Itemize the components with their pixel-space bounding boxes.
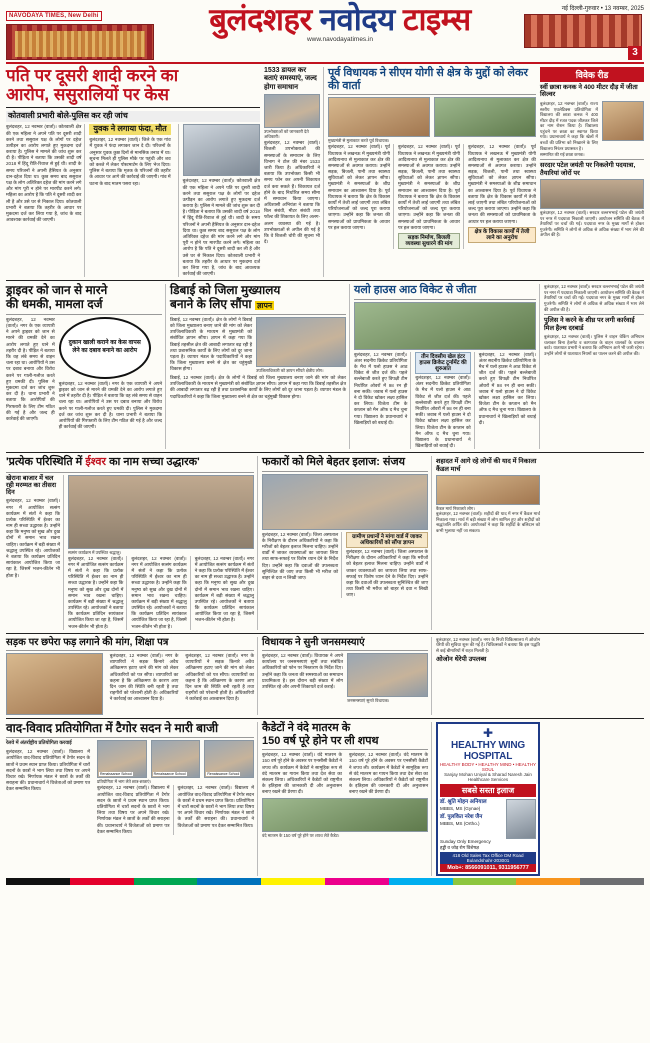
mla-caption: जनसमस्याएं सुनते विधायक। bbox=[347, 698, 390, 704]
lead-col-2 bbox=[89, 124, 170, 277]
website-url: www.navodayatimes.in bbox=[306, 36, 374, 43]
debate-caption: प्रतियोगिता में भाग लेते छात्र-छात्राएं। bbox=[97, 779, 152, 785]
masthead-left bbox=[6, 4, 156, 60]
heritage-artwork-right bbox=[524, 14, 642, 48]
rail-item-1-body-cont: बुलंदशहर, 12 नवम्बर (वार्ता)। सरदार वल्लभभाई पटेल की जयंती पर नगर में पदयात्रा निकाली जाएगी। आयोजन समिति की बैठक में तैयारियों पर चर्चा की गई। पदयात्रा नगर के मुख्य मार्गों से होकर गुजरेगी। समिति ने लोगों से अधिक से अधिक संख्या में भाग लेने की अपील की है। bbox=[544, 284, 644, 312]
lead-col-1: बुलंदशहर, 12 नवम्बर (वार्ता)। कोतवाली क्षेत्र की एक महिला ने अपने पति पर दूसरी शादी करने तथा ससुराल पक्ष के लोगों पर दहेज उत्पीड़न का आरोप लगाते हुए मुकदमा दर्ज कराया है। पुलिस ने मामले की जांच शुरू कर दी है। पीड़िता ने बताया कि उसकी शादी वर्ष 2018 में हिंदू रीति-रिवाज से हुई थी। शादी के समय परिजनों ने अपनी हैसियत के अनुसार दान-दहेज दिया था। कुछ समय बाद ससुराल पक्ष के लोग अतिरिक्त दहेज की मांग करने लगे और मांग पूरी न होने पर मारपीट करने लगे। महिला का आरोप है कि पति ने दूसरी शादी कर ली है और उसे घर से निकाल दिया। कोतवाली प्रभारी ने बताया कि तहरीर के आधार पर मुकदमा दर्ज कर लिया गया है, जांच के बाद आवश्यक कार्रवाई की जाएगी। bbox=[6, 124, 85, 277]
rail-item-1-photo bbox=[540, 179, 644, 209]
ishwar-photo bbox=[68, 475, 254, 549]
dibai-story bbox=[170, 284, 350, 449]
cricket-headline: यलो हाउस आठ विकेट से जीता bbox=[354, 284, 477, 297]
rail-item-3-headline: शहादत में आगे रहे लोगों की याद में निकाला कैंडल मार्च bbox=[436, 458, 537, 473]
school-label-3: Renaissance School bbox=[207, 772, 240, 777]
cm-caption: मुख्यमंत्री से मुलाकात करते पूर्व विधायक। bbox=[328, 138, 390, 144]
lead-headline-line2: आरोप, ससुरालियों पर केस bbox=[6, 84, 169, 104]
dial-story bbox=[264, 67, 324, 277]
cricket-photo bbox=[354, 302, 536, 350]
page-number-badge: 3 bbox=[628, 46, 642, 60]
mla-story bbox=[262, 637, 432, 715]
ishwar-headline-mid: ईश्वर bbox=[85, 456, 107, 469]
rail-item-2-body: बुलंदशहर, 12 नवम्बर (वार्ता)। पुलिस ने वाहन चेकिंग अभियान चलाकर बिना हेलमेट व कागजात के वाहन चालकों के चालान काटे। यातायात प्रभारी ने बताया कि अभियान आगे भी जारी रहेगा। उन्होंने लोगों से यातायात नियमों का पालन करने की अपील की। bbox=[544, 334, 644, 356]
mla-headline: विधायक ने सुनी जनसमस्याएं bbox=[262, 636, 365, 648]
driver-col-2: बुलंदशहर, 12 नवम्बर (वार्ता)। नगर के एक व्यापारी ने अपने ड्राइवर को जान से मारने की धमकी देने का आरोप लगाते हुए थाने में तहरीर दी है। पीड़ित ने बताया कि वह लंबे समय से वाहन चला रहा था। आरोपियों ने उस पर दबाव बनाया और विरोध करने पर गाली-गलौज करते हुए धमकी दी। पुलिस ने मुकदमा दर्ज कर जांच शुरू कर दी है। थाना प्रभारी ने बताया कि आरोपियों की गिरफ्तारी के लिए टीम गठित की गई है और जल्द ही कार्रवाई की जाएगी। bbox=[58, 380, 162, 430]
title-part-times: टाइम्स bbox=[402, 2, 471, 37]
rail-item-2-headline: पुलिस ने करने के शीघ्र पर लगी कार्रवाई मिल हैल्थ दरबार्ड bbox=[544, 317, 635, 332]
lead-story bbox=[6, 67, 260, 277]
third-zone bbox=[6, 456, 644, 629]
cm-col-1: बुलंदशहर, 12 नवम्बर (वार्ता)। पूर्व विधायक ने लखनऊ में मुख्यमंत्री योगी आदित्यनाथ से मुलाकात कर क्षेत्र की समस्याओं से अवगत कराया। उन्होंने सड़क, बिजली, पानी तथा स्वास्थ्य सुविधाओं को लेकर ज्ञापन सौंपा। मुख्यमंत्री ने समस्याओं के शीघ्र समाधान का आश्वासन दिया है। पूर्व विधायक ने बताया कि क्षेत्र के विकास कार्यों में तेजी लाई जाएगी तथा लंबित परियोजनाओं को जल्द पूरा कराया जाएगा। उन्होंने कहा कि जनता की समस्याओं को प्राथमिकता के आधार पर हल कराया जाएगा। bbox=[328, 144, 394, 249]
dibai-headline-line2: बनाने के लिए सौंपा bbox=[170, 297, 252, 312]
lead-col3-body: बुलंदशहर, 12 नवम्बर (वार्ता)। कोतवाली क्षेत्र की एक महिला ने अपने पति पर दूसरी शादी करने तथा ससुराल पक्ष के लोगों पर दहेज उत्पीड़न का आरोप लगाते हुए मुकदमा दर्ज कराया है। पुलिस ने मामले की जांच शुरू कर दी है। पीड़िता ने बताया कि उसकी शादी वर्ष 2018 में हिंदू रीति-रिवाज से हुई थी। शादी के समय परिजनों ने अपनी हैसियत के अनुसार दान-दहेज दिया था। कुछ समय बाद ससुराल पक्ष के लोग अतिरिक्त दहेज की मांग करने लगे और मांग पूरी न होने पर मारपीट करने लगे। महिला का आरोप है कि पति ने दूसरी शादी कर ली है और उसे घर से निकाल दिया। कोतवाली प्रभारी ने बताया कि तहरीर के आधार पर मुकदमा दर्ज कर लिया गया है, जांच के बाद आवश्यक कार्रवाई की जाएगी। bbox=[182, 178, 260, 277]
masthead-center bbox=[160, 4, 520, 43]
cm-col-3 bbox=[468, 144, 536, 249]
ad-emergency: Sunday Only Emergency bbox=[440, 839, 491, 845]
ad-tagline: HEALTHY BODY • HEALTHY MIND • HEALTHY SOUL bbox=[440, 762, 536, 773]
ad-doctor-1-deg: MBBS, MS (Ortho.) bbox=[440, 820, 480, 826]
driver-col-1: बुलंदशहर, 12 नवम्बर (वार्ता)। नगर के एक व्यापारी ने अपने ड्राइवर को जान से मारने की धमकी देने का आरोप लगाते हुए थाने में तहरीर दी है। पीड़ित ने बताया कि वह लंबे समय से वाहन चला रहा था। आरोपियों ने उस पर दबाव बनाया और विरोध करने पर गाली-गलौज करते हुए धमकी दी। पुलिस ने मुकदमा दर्ज कर जांच शुरू कर दी है। थाना प्रभारी ने बताया कि आरोपियों की गिरफ्तारी के लिए टीम गठित की गई है और जल्द ही कार्रवाई की जाएगी। bbox=[6, 316, 55, 421]
right-rail bbox=[540, 67, 644, 277]
ad-services: हड्डी व जोड़ रोग विशेषज्ञ bbox=[440, 844, 479, 850]
ishwar-caption: सत्संग कार्यक्रम में उपस्थित श्रद्धालु। bbox=[68, 549, 122, 555]
cricket-col-2: बुलंदशहर, 12 नवम्बर (वार्ता)। अंतर सदनीय क्रिकेट प्रतियोगिता के मैच में यलो हाउस ने आठ विकेट से जीत दर्ज की। पहले बल्लेबाजी करते हुए विपक्षी टीम निर्धारित ओवरों में 98 रन ही बना सकी। जवाब में यलो हाउस ने दो विकेट खोकर लक्ष्य हासिल कर लिया। विजेता टीम के कप्तान को मैन ऑफ द मैच चुना गया। विद्यालय के प्रधानाचार्य ने खिलाड़ियों को बधाई दी। bbox=[415, 375, 471, 449]
rail-item-0-photo bbox=[602, 101, 644, 141]
road-headline: सड़क पर छपेरा फड़ लगाने की मांग, शिक्षा पत्र bbox=[6, 636, 169, 648]
cm-photo-right bbox=[434, 97, 536, 137]
rail-title: विवेक रीड bbox=[540, 67, 644, 82]
cadets-col-2: बुलंदशहर, 12 नवम्बर (वार्ता)। वंदे मातरम के 150 वर्ष पूरे होने के अवसर पर एनसीसी कैडेटों ने शपथ ली। कार्यक्रम में कैडेटों ने सामूहिक रूप से वंदे मातरम का गायन किया तथा देश सेवा का संकल्प लिया। अधिकारियों ने कैडेटों को राष्ट्रगीत के इतिहास की जानकारी दी और अनुशासन बनाए रखने की प्रेरणा दी। bbox=[348, 752, 428, 795]
ishwar-side-body: बुलंदशहर, 12 नवम्बर (वार्ता)। नगर में आयोजित सत्संग कार्यक्रम में संतों ने कहा कि प्रत्येक परिस्थिति में ईश्वर का नाम ही सच्चा उद्धारक है। उन्होंने कहा कि मनुष्य को सुख और दुख दोनों में समान भाव रखना चाहिए। कार्यक्रम में बड़ी संख्या में श्रद्धालु उपस्थित रहे। आयोजकों ने बताया कि कार्यक्रम प्रतिदिन सायंकाल आयोजित किया जा रहा है, जिसमें भजन-कीर्तन भी होता है। bbox=[6, 498, 60, 578]
road-col-2: बुलंदशहर, 12 नवम्बर (वार्ता)। नगर के व्यापारियों ने सड़क किनारे अवैध अतिक्रमण हटाए जाने की मांग को लेकर अधिकारियों को पत्र सौंपा। व्यापारियों का कहना है कि अतिक्रमण के कारण आए दिन जाम की स्थिति बनी रहती है तथा राहगीरों को परेशानी होती है। अधिकारियों ने कार्रवाई का आश्वासन दिया है। bbox=[185, 653, 255, 702]
rail-item-0-body: बुलंदशहर, 12 नवम्बर (वार्ता)। राज्य स्तरीय एथलेटिक्स प्रतियोगिता में विद्यालय की छात्रा कनक ने 400 मीटर दौड़ में रजत पदक जीतकर जिले का नाम रोशन किया है। विद्यालय पहुंचने पर छात्रा का स्वागत किया गया। प्रधानाचार्य ने कहा कि खेलों में बच्चों की प्रतिभा को निखारने के लिए विद्यालय निरंतर प्रयासरत है। bbox=[540, 100, 598, 151]
dial-photo bbox=[264, 94, 320, 128]
dibai-photo bbox=[256, 317, 346, 367]
rail-item-4-body: बुलंदशहर, 12 नवम्बर (वार्ता)। नगर के निजी चिकित्सालय में ओजोन थेरेपी की सुविधा शुरू की गई है। चिकित्सकों ने बताया कि इस पद्धति से कई बीमारियों में राहत मिलती है। bbox=[436, 636, 540, 653]
rail-item-0-headline: स्वीं छात्रा कनक ने 400 मीटर दौड़ में जीता सिल्वर bbox=[540, 84, 638, 99]
rail-item-3-body: बुलंदशहर, 12 नवम्बर (वार्ता)। शहीदों की याद में नगर में कैंडल मार्च निकाला गया। मार्च में बड़ी संख्या में लोग शामिल हुए और शहीदों को श्रद्धांजलि अर्पित की। आयोजकों ने कहा कि शहीदों के बलिदान को कभी भुलाया नहीं जा सकता। bbox=[436, 511, 540, 534]
color-registration-strip bbox=[6, 878, 644, 885]
ad-doctor-photo bbox=[506, 799, 536, 839]
lead-headline-line1: पति पर दूसरी शादी करने का bbox=[6, 66, 179, 85]
right-rail-mid bbox=[544, 284, 644, 449]
driver-headline-line1: ड्राइवर को जान से मारने bbox=[6, 283, 108, 298]
ishwar-headline-pre: 'प्रत्येक परिस्थिति में bbox=[6, 456, 83, 469]
ad-doctor-0-name: डॉ. श्रुति मोहन अनियाल bbox=[440, 799, 487, 806]
page-title bbox=[160, 4, 520, 35]
publication-tag: NAVODAYA TIMES, New Delhi bbox=[6, 11, 102, 21]
cm-box-2: क्षेत्र के विकास कार्यों में तेजी लाने का अनुरोध bbox=[468, 227, 536, 243]
ad-mobile: Mob+: 8566091011, 9311956777 bbox=[440, 864, 536, 872]
dibai-col-1: डिबाई, 12 नवम्बर (वार्ता)। क्षेत्र के लोगों ने डिबाई को जिला मुख्यालय बनाए जाने की मांग को लेकर उपजिलाधिकारी के माध्यम से मुख्यमंत्री को संबोधित ज्ञापन सौंपा। ज्ञापन में कहा गया कि डिबाई तहसील क्षेत्र की आबादी लगातार बढ़ रही है तथा प्रशासनिक कार्यों के लिए लोगों को दूर जाना पड़ता है। व्यापार मंडल के पदाधिकारियों ने कहा कि जिला मुख्यालय बनने से क्षेत्र का चहुंमुखी विकास होगा। bbox=[170, 316, 253, 372]
debate-photo-1 bbox=[97, 740, 147, 778]
person-photo bbox=[183, 124, 260, 176]
road-photo bbox=[6, 653, 103, 715]
bottom-zone bbox=[6, 722, 644, 876]
school-label-1: Renaissance School bbox=[100, 772, 132, 777]
mla-col-1: बुलंदशहर, 12 नवम्बर (वार्ता)। विधायक ने अपने कार्यालय पर जनसमस्याएं सुनीं तथा संबंधित अधिकारियों को फोन पर निस्तारण के निर्देश दिए। उन्होंने कहा कि जनता की समस्याओं का समाधान प्राथमिकता है। इस दौरान बड़ी संख्या में लोग उपस्थित रहे और अपनी शिकायतें दर्ज कराईं। bbox=[262, 653, 343, 689]
lead-subhead: कोतवाली प्रभारी बोले-पुलिस कर रही जांच bbox=[6, 111, 260, 122]
ad-doctor-1-name: डॉ. पुलकित नरेश जैन bbox=[440, 813, 483, 820]
cricket-col-1: बुलंदशहर, 12 नवम्बर (वार्ता)। अंतर सदनीय क्रिकेट प्रतियोगिता के मैच में यलो हाउस ने आठ विकेट से जीत दर्ज की। पहले बल्लेबाजी करते हुए विपक्षी टीम निर्धारित ओवरों में 98 रन ही बना सकी। जवाब में यलो हाउस ने दो विकेट खोकर लक्ष्य हासिल कर लिया। विजेता टीम के कप्तान को मैन ऑफ द मैच चुना गया। विद्यालय के प्रधानाचार्य ने खिलाड़ियों को बधाई दी। bbox=[354, 352, 411, 450]
masthead-right bbox=[524, 4, 644, 48]
debate-col-3: बुलंदशहर, 12 नवम्बर (वार्ता)। विद्यालय में आयोजित वाद-विवाद प्रतियोगिता में टैगोर सदन के छात्रों ने प्रथम स्थान प्राप्त किया। प्रतियोगिता में चारों सदनों के छात्रों ने भाग लिया तथा विषय पर अपने विचार रखे। निर्णायक मंडल ने छात्रों के तर्कों की सराहना की। प्रधानाचार्य ने विजेताओं को प्रमाण पत्र देकर सम्मानित किया। bbox=[177, 785, 255, 828]
ishwar-col-2: बुलंदशहर, 12 नवम्बर (वार्ता)। नगर में आयोजित सत्संग कार्यक्रम में संतों ने कहा कि प्रत्येक परिस्थिति में ईश्वर का नाम ही सच्चा उद्धारक है। उन्होंने कहा कि मनुष्य को सुख और दुख दोनों में समान भाव रखना चाहिए। कार्यक्रम में बड़ी संख्या में श्रद्धालु उपस्थित रहे। आयोजकों ने बताया कि कार्यक्रम प्रतिदिन सायंकाल आयोजित किया जा रहा है, जिसमें भजन-कीर्तन भी होता है। bbox=[131, 556, 190, 630]
health-story bbox=[262, 456, 432, 629]
cm-box-1: सड़क निर्माण, बिजली व्यवस्था सुधारने की मांग bbox=[398, 233, 460, 249]
cadets-headline-line2: 150 वर्ष पूरे होने पर ली शपथ bbox=[262, 734, 379, 747]
cadets-col-1: बुलंदशहर, 12 नवम्बर (वार्ता)। वंदे मातरम के 150 वर्ष पूरे होने के अवसर पर एनसीसी कैडेटों ने शपथ ली। कार्यक्रम में कैडेटों ने सामूहिक रूप से वंदे मातरम का गायन किया तथा देश सेवा का संकल्प लिया। अधिकारियों ने कैडेटों को राष्ट्रगीत के इतिहास की जानकारी दी और अनुशासन बनाए रखने की प्रेरणा दी। bbox=[262, 752, 342, 795]
dial-caption: उपभोक्ताओं को जानकारी देते अधिकारी। bbox=[264, 129, 309, 140]
top-zone bbox=[6, 67, 644, 277]
driver-callout-bubble: दुकान खाली कराने का केस वापस लेने का दबाव बनाने का आरोप bbox=[59, 317, 151, 379]
health-headline: फकारों को मिले बेहतर इलाज: संजय bbox=[262, 456, 405, 469]
cm-col3-body: बुलंदशहर, 12 नवम्बर (वार्ता)। पूर्व विधायक ने लखनऊ में मुख्यमंत्री योगी आदित्यनाथ से मुलाकात कर क्षेत्र की समस्याओं से अवगत कराया। उन्होंने सड़क, बिजली, पानी तथा स्वास्थ्य सुविधाओं को लेकर ज्ञापन सौंपा। मुख्यमंत्री ने समस्याओं के शीघ्र समाधान का आश्वासन दिया है। पूर्व विधायक ने बताया कि क्षेत्र के विकास कार्यों में तेजी लाई जाएगी तथा लंबित परियोजनाओं को जल्द पूरा कराया जाएगा। उन्होंने कहा कि जनता की समस्याओं को प्राथमिकता के आधार पर हल कराया जाएगा। bbox=[468, 144, 536, 224]
road-col-1: बुलंदशहर, 12 नवम्बर (वार्ता)। नगर के व्यापारियों ने सड़क किनारे अवैध अतिक्रमण हटाए जाने की मांग को लेकर अधिकारियों को पत्र सौंपा। व्यापारियों का कहना है कि अतिक्रमण के कारण आए दिन जाम की स्थिति बनी रहती है तथा राहगीरों को परेशानी होती है। अधिकारियों ने कार्रवाई का आश्वासन दिया है। bbox=[109, 653, 179, 702]
second-zone bbox=[6, 284, 644, 449]
ad-brand: HEALTHY WING HOSPITAL bbox=[451, 740, 525, 763]
dibai-col-2: डिबाई, 12 नवम्बर (वार्ता)। क्षेत्र के लोगों ने डिबाई को जिला मुख्यालय बनाए जाने की मांग को लेकर उपजिलाधिकारी के माध्यम से मुख्यमंत्री को संबोधित ज्ञापन सौंपा। ज्ञापन में कहा गया कि डिबाई तहसील क्षेत्र की आबादी लगातार बढ़ रही है तथा प्रशासनिक कार्यों के लिए लोगों को दूर जाना पड़ता है। व्यापार मंडल के पदाधिकारियों ने कहा कि जिला मुख्यालय बनने से क्षेत्र का चहुंमुखी विकास होगा। bbox=[170, 374, 346, 399]
debate-story bbox=[6, 722, 258, 876]
fourth-zone bbox=[6, 637, 644, 715]
rail-item-3-photo bbox=[436, 475, 540, 505]
school-label-2: Renaissance School bbox=[153, 772, 186, 777]
rail-item-0-caption: सम्मानित की गईं छात्रा कनक। bbox=[540, 152, 585, 158]
dibai-badge: ज्ञापन bbox=[256, 301, 273, 311]
mla-photo bbox=[347, 653, 428, 697]
rail-item-1-headline: सरदार पटेल जयंती पर निकलेगी पदयात्रा, तैयारियां जोरों पर bbox=[540, 162, 636, 177]
health-box: ग्रामीण प्रधानों ने मांगा वार्ड में जाकर अधिकारियों को सौंपा ज्ञापन bbox=[346, 532, 428, 548]
title-part-navodaya: नवोदय bbox=[319, 2, 395, 37]
hospital-logo-icon: ✚ bbox=[482, 726, 494, 741]
cricket-col-3: बुलंदशहर, 12 नवम्बर (वार्ता)। अंतर सदनीय क्रिकेट प्रतियोगिता के मैच में यलो हाउस ने आठ विकेट से जीत दर्ज की। पहले बल्लेबाजी करते हुए विपक्षी टीम निर्धारित ओवरों में 98 रन ही बना सकी। जवाब में यलो हाउस ने दो विकेट खोकर लक्ष्य हासिल कर लिया। विजेता टीम के कप्तान को मैन ऑफ द मैच चुना गया। विद्यालय के प्रधानाचार्य ने खिलाड़ियों को बधाई दी। bbox=[478, 351, 536, 425]
ishwar-headline-post: का नाम सच्चा उद्धारक' bbox=[109, 456, 200, 469]
youth-subhead: युवक ने लगाया फंदा, मौत bbox=[89, 124, 170, 135]
dial-body: बुलंदशहर, 12 नवम्बर (वार्ता)। बिजली उपभोक्ताओं की समस्याओं के समाधान के लिए विभाग ने टोल फ्री नंबर 1533 जारी किया है। अधिकारियों ने बताया कि उपभोक्ता किसी भी समय फोन कर अपनी शिकायत दर्ज करा सकते हैं। शिकायत दर्ज होने के बाद निर्धारित समय सीमा में समाधान किया जाएगा। अधिशासी अभियंता ने बताया कि बिल संबंधी, मीटर संबंधी तथा फॉल्ट की शिकायत के लिए अलग-अलग व्यवस्था की गई है। उपभोक्ताओं से अपील की गई है कि वे बिजली चोरी की सूचना भी दें। bbox=[264, 140, 320, 245]
ad-band: सबसे सस्ता इलाज bbox=[440, 784, 536, 797]
debate-photo-3 bbox=[204, 740, 254, 778]
debate-photo-2 bbox=[151, 740, 201, 778]
ishwar-story bbox=[6, 456, 258, 629]
cm-headline: पूर्व विधायक ने सीएम योगी से क्षेत्र के मुद्दों को लेकर की वार्ता bbox=[328, 67, 528, 92]
right-rail-low bbox=[436, 456, 540, 629]
youth-body: बुलंदशहर, 12 नवम्बर (वार्ता)। जिले के एक गांव में युवक ने फंदा लगाकर जान दे दी। परिजनों के अनुसार युवक कुछ दिनों से मानसिक तनाव में था। सूचना मिलते ही पुलिस मौके पर पहुंची और शव को कब्जे में लेकर पोस्टमार्टम के लिए भेज दिया। पुलिस ने बताया कि मृतक के परिजनों की तहरीर के आधार पर आगे की कार्रवाई की जाएगी। गांव में घटना के बाद मातम पसरा रहा। bbox=[89, 137, 171, 186]
ishwar-side-headline: खेराना बाजार में चल रही मरम्मत का तीसरा दिन bbox=[6, 474, 57, 497]
cricket-box: तीन दिवसीय खेल इंटर हाउस क्रिकेट टूर्नामेंट की शुरुआत bbox=[415, 352, 470, 374]
debate-col-1: बुलंदशहर, 12 नवम्बर (वार्ता)। विद्यालय में आयोजित वाद-विवाद प्रतियोगिता में टैगोर सदन के छात्रों ने प्रथम स्थान प्राप्त किया। प्रतियोगिता में चारों सदनों के छात्रों ने भाग लिया तथा विषय पर अपने विचार रखे। निर्णायक मंडल ने छात्रों के तर्कों की सराहना की। प्रधानाचार्य ने विजेताओं को प्रमाण पत्र देकर सम्मानित किया। bbox=[6, 749, 90, 792]
masthead bbox=[6, 4, 644, 64]
cm-col-2 bbox=[398, 144, 464, 249]
cadets-headline-line1: कैडेटों ने वंदे मातरम के bbox=[262, 722, 351, 735]
road-story bbox=[6, 637, 258, 715]
debate-headline: वाद-विवाद प्रतियोगिता में टैगोर सदन ने मारी बाजी bbox=[6, 721, 219, 736]
dial-headline: 1533 डायल कर बताएं समस्याएं, जल्द होगा समाधान bbox=[264, 67, 317, 91]
ad-doctor-0-deg: MBBS, MS (Gynae) bbox=[440, 805, 481, 811]
lead-col-3 bbox=[183, 124, 260, 277]
driver-story bbox=[6, 284, 166, 449]
cricket-story bbox=[354, 284, 540, 449]
ishwar-col-1: बुलंदशहर, 12 नवम्बर (वार्ता)। नगर में आयोजित सत्संग कार्यक्रम में संतों ने कहा कि प्रत्येक परिस्थिति में ईश्वर का नाम ही सच्चा उद्धारक है। उन्होंने कहा कि मनुष्य को सुख और दुख दोनों में समान भाव रखना चाहिए। कार्यक्रम में बड़ी संख्या में श्रद्धालु उपस्थित रहे। आयोजकों ने बताया कि कार्यक्रम प्रतिदिन सायंकाल आयोजित किया जा रहा है, जिसमें भजन-कीर्तन भी होता है। bbox=[68, 556, 127, 630]
health-col-1: बुलंदशहर, 12 नवम्बर (वार्ता)। जिला अस्पताल के निरीक्षण के दौरान अधिकारियों ने कहा कि मरीजों को बेहतर इलाज मिलना चाहिए। उन्होंने वार्डों में जाकर व्यवस्थाओं का जायजा लिया तथा साफ-सफाई पर विशेष ध्यान देने के निर्देश दिए। उन्होंने कहा कि दवाओं की उपलब्धता सुनिश्चित की जाए तथा किसी भी मरीज को बाहर से दवा न लिखी जाए। bbox=[262, 532, 342, 599]
health-photo bbox=[262, 474, 428, 530]
dibai-caption: उपजिलाधिकारी को ज्ञापन सौंपते क्षेत्रीय लोग। bbox=[256, 367, 324, 373]
cadets-caption: वंदे मातरम के 150 वर्ष पूरे होने पर शपथ लेते कैडेट। bbox=[262, 832, 340, 838]
title-part-city: बुलंदशहर bbox=[209, 2, 312, 37]
ad-address: 418 Old Sales Tax Office DM Road Bulandshahr-203001 bbox=[440, 852, 536, 864]
right-rail-ad-lead bbox=[436, 637, 540, 715]
heritage-artwork-left bbox=[6, 24, 154, 60]
hospital-ad[interactable] bbox=[436, 722, 540, 876]
cm-col2-body: बुलंदशहर, 12 नवम्बर (वार्ता)। पूर्व विधायक ने लखनऊ में मुख्यमंत्री योगी आदित्यनाथ से मुलाकात कर क्षेत्र की समस्याओं से अवगत कराया। उन्होंने सड़क, बिजली, पानी तथा स्वास्थ्य सुविधाओं को लेकर ज्ञापन सौंपा। मुख्यमंत्री ने समस्याओं के शीघ्र समाधान का आश्वासन दिया है। पूर्व विधायक ने बताया कि क्षेत्र के विकास कार्यों में तेजी लाई जाएगी तथा लंबित परियोजनाओं को जल्द पूरा कराया जाएगा। उन्होंने कहा कि जनता की समस्याओं को प्राथमिकता के आधार पर हल कराया जाएगा। bbox=[398, 144, 460, 230]
rail-item-3-caption: कैंडल मार्च निकालते लोग। bbox=[436, 506, 475, 512]
ad-line2: Sanjay Mohan Uniyal & Sharad Naresh Jain Healthcare Services bbox=[444, 772, 532, 783]
driver-headline-line2: की धमकी, मामला दर्ज bbox=[6, 297, 103, 312]
health-col-2: बुलंदशहर, 12 नवम्बर (वार्ता)। जिला अस्पताल के निरीक्षण के दौरान अधिकारियों ने कहा कि मरीजों को बेहतर इलाज मिलना चाहिए। उन्होंने वार्डों में जाकर व्यवस्थाओं का जायजा लिया तथा साफ-सफाई पर विशेष ध्यान देने के निर्देश दिए। उन्होंने कहा कि दवाओं की उपलब्धता सुनिश्चित की जाए तथा किसी भी मरीज को बाहर से दवा न लिखी जाए। bbox=[346, 548, 428, 598]
cm-story bbox=[328, 67, 536, 277]
debate-col-2: बुलंदशहर, 12 नवम्बर (वार्ता)। विद्यालय में आयोजित वाद-विवाद प्रतियोगिता में टैगोर सदन के छात्रों ने प्रथम स्थान प्राप्त किया। प्रतियोगिता में चारों सदनों के छात्रों ने भाग लिया तथा विषय पर अपने विचार रखे। निर्णायक मंडल ने छात्रों के तर्कों की सराहना की। प्रधानाचार्य ने विजेताओं को प्रमाण पत्र देकर सम्मानित किया। bbox=[97, 785, 174, 835]
cadets-story bbox=[262, 722, 432, 876]
cm-photo-left bbox=[328, 97, 430, 137]
edition-date: नई दिल्ली-गुरुवार • 13 नवम्बर, 2025 bbox=[561, 6, 644, 12]
rail-item-4-headline: ओजोन थेरेपी उपलब्ध bbox=[436, 655, 487, 663]
debate-bullet: रेलवे में अंतर्राष्ट्रीय प्रतियोगिता करवाई bbox=[6, 740, 72, 747]
dibai-headline-line1: डिबाई को जिला मुख्यालय bbox=[170, 283, 281, 298]
rail-item-1-body: बुलंदशहर, 12 नवम्बर (वार्ता)। सरदार वल्लभभाई पटेल की जयंती पर नगर में पदयात्रा निकाली जाएगी। आयोजन समिति की बैठक में तैयारियों पर चर्चा की गई। पदयात्रा नगर के मुख्य मार्गों से होकर गुजरेगी। समिति ने लोगों से अधिक से अधिक संख्या में भाग लेने की अपील की है। bbox=[540, 210, 644, 238]
cadets-photo bbox=[262, 798, 428, 832]
ishwar-col-3: बुलंदशहर, 12 नवम्बर (वार्ता)। नगर में आयोजित सत्संग कार्यक्रम में संतों ने कहा कि प्रत्येक परिस्थिति में ईश्वर का नाम ही सच्चा उद्धारक है। उन्होंने कहा कि मनुष्य को सुख और दुख दोनों में समान भाव रखना चाहिए। कार्यक्रम में बड़ी संख्या में श्रद्धालु उपस्थित रहे। आयोजकों ने बताया कि कार्यक्रम प्रतिदिन सायंकाल आयोजित किया जा रहा है, जिसमें भजन-कीर्तन भी होता है। bbox=[194, 555, 254, 623]
